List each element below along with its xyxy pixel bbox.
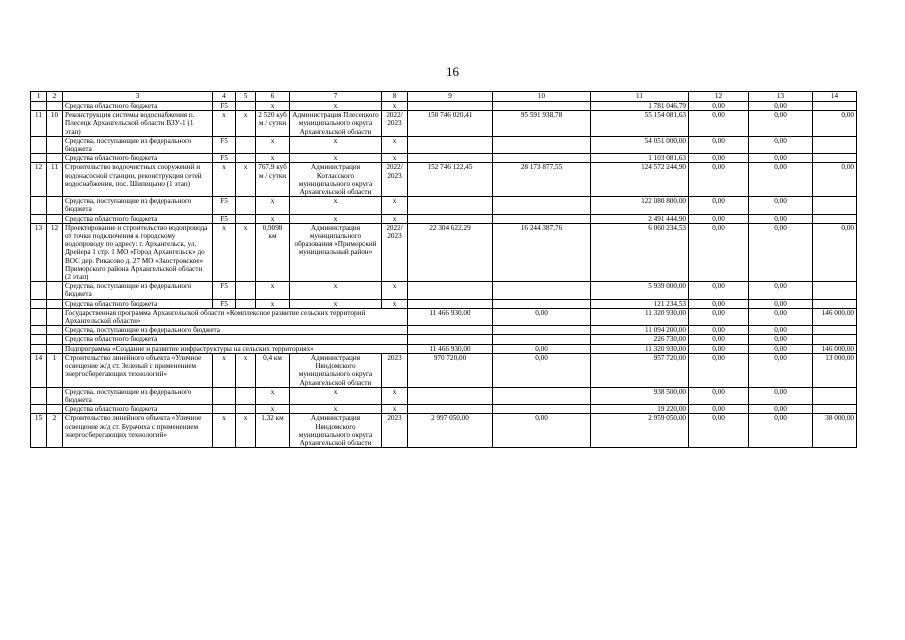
executor-cell: x bbox=[290, 299, 382, 308]
extra-amount: 0,00 bbox=[813, 111, 857, 137]
extra-amount: 0,00 bbox=[813, 163, 857, 197]
total-amount bbox=[408, 197, 493, 214]
period-cell: x bbox=[382, 197, 408, 214]
federal-amount bbox=[493, 214, 591, 223]
total-amount: 970 720,00 bbox=[408, 353, 493, 387]
funding-source-name: Средства областного бюджета bbox=[63, 405, 213, 414]
program-row bbox=[31, 335, 857, 344]
extra-amount bbox=[813, 154, 857, 163]
executor-cell: x bbox=[290, 214, 382, 223]
period-cell: x bbox=[382, 102, 408, 111]
local-amount: 0,00 bbox=[689, 154, 749, 163]
code-cell: F5 bbox=[213, 154, 236, 163]
funding-source-row bbox=[31, 405, 857, 414]
other-amount: 0,00 bbox=[749, 405, 813, 414]
executor-cell: x bbox=[290, 282, 382, 299]
federal-amount bbox=[493, 282, 591, 299]
other-amount: 0,00 bbox=[749, 414, 813, 448]
empty-cell bbox=[31, 299, 47, 308]
other-amount: 0,00 bbox=[749, 299, 813, 308]
column-number: 11 bbox=[591, 92, 689, 102]
budget-table bbox=[30, 91, 857, 448]
federal-amount bbox=[493, 102, 591, 111]
code-cell: F5 bbox=[213, 282, 236, 299]
regional-amount: 1 781 046,79 bbox=[591, 102, 689, 111]
funding-source-row bbox=[31, 282, 857, 299]
code-cell: F5 bbox=[213, 102, 236, 111]
program-name: Средства областного бюджета bbox=[63, 335, 408, 344]
code-cell: x bbox=[213, 111, 236, 137]
executor-cell: x bbox=[290, 102, 382, 111]
executor-cell: Администрация Няндомского муниципального округа Архангельской области bbox=[290, 414, 382, 448]
regional-amount: 1 103 081,63 bbox=[591, 154, 689, 163]
row-number: 11 bbox=[31, 111, 47, 137]
executor-cell: x bbox=[290, 405, 382, 414]
regional-amount: 957 720,00 bbox=[591, 353, 689, 387]
sub-number: 2 bbox=[47, 414, 63, 448]
capacity-cell: x bbox=[256, 154, 290, 163]
other-amount: 0,00 bbox=[749, 111, 813, 137]
funding-source-row bbox=[31, 136, 857, 153]
period-cell: x bbox=[382, 299, 408, 308]
total-amount: 2 997 050,00 bbox=[408, 414, 493, 448]
total-amount bbox=[408, 326, 493, 335]
object-row bbox=[31, 353, 857, 387]
extra-amount: 38 000,00 bbox=[813, 414, 857, 448]
federal-amount bbox=[493, 335, 591, 344]
total-amount: 11 466 930,00 bbox=[408, 344, 493, 353]
empty-cell bbox=[31, 405, 47, 414]
local-amount: 0,00 bbox=[689, 308, 749, 325]
empty-cell bbox=[47, 335, 63, 344]
empty-cell bbox=[47, 405, 63, 414]
cell-5: x bbox=[236, 111, 256, 137]
cell-5: x bbox=[236, 414, 256, 448]
regional-amount: 5 939 000,00 bbox=[591, 282, 689, 299]
funding-source-name: Средства, поступающие из федерального бюджета bbox=[63, 136, 213, 153]
extra-amount bbox=[813, 282, 857, 299]
executor-cell: Администрация муниципального образования «Приморский муниципальный район» bbox=[290, 223, 382, 281]
extra-amount bbox=[813, 326, 857, 335]
capacity-cell: x bbox=[256, 387, 290, 404]
empty-cell bbox=[31, 308, 47, 325]
column-number: 12 bbox=[689, 92, 749, 102]
regional-amount: 19 220,00 bbox=[591, 405, 689, 414]
empty-cell bbox=[236, 197, 256, 214]
extra-amount: 146 000,00 bbox=[813, 308, 857, 325]
federal-amount bbox=[493, 154, 591, 163]
executor-cell: x bbox=[290, 387, 382, 404]
empty-cell bbox=[236, 299, 256, 308]
capacity-cell: x bbox=[256, 299, 290, 308]
empty-cell bbox=[31, 197, 47, 214]
column-number: 8 bbox=[382, 92, 408, 102]
column-number: 14 bbox=[813, 92, 857, 102]
other-amount: 0,00 bbox=[749, 326, 813, 335]
regional-amount: 226 730,00 bbox=[591, 335, 689, 344]
local-amount: 0,00 bbox=[689, 282, 749, 299]
empty-cell bbox=[47, 299, 63, 308]
object-name: Реконструкция системы водоснабжения п. Плесецк Архангельской области ВЗУ-1 (1 этап) bbox=[63, 111, 213, 137]
federal-amount: 28 173 877,55 bbox=[493, 163, 591, 197]
regional-amount: 121 234,53 bbox=[591, 299, 689, 308]
funding-source-name: Средства областного бюджета bbox=[63, 102, 213, 111]
program-name: Подпрограмма «Создание и развитие инфраструктуры на сельских территориях» bbox=[63, 344, 408, 353]
empty-cell bbox=[31, 326, 47, 335]
local-amount: 0,00 bbox=[689, 344, 749, 353]
extra-amount: 0,00 bbox=[813, 223, 857, 281]
column-number: 1 bbox=[31, 92, 47, 102]
empty-cell bbox=[236, 154, 256, 163]
column-number: 2 bbox=[47, 92, 63, 102]
sub-number: 12 bbox=[47, 223, 63, 281]
empty-cell bbox=[31, 282, 47, 299]
sub-number: 11 bbox=[47, 163, 63, 197]
executor-cell: Администрация Няндомского муниципального округа Архангельской области bbox=[290, 353, 382, 387]
object-name: Строительство линейного объекта «Уличное освещение ж/д ст. Бурачиха с применением энергосберегающих технологий» bbox=[63, 414, 213, 448]
empty-cell bbox=[47, 214, 63, 223]
federal-amount: 0,00 bbox=[493, 353, 591, 387]
regional-amount: 54 051 000,00 bbox=[591, 136, 689, 153]
column-number: 6 bbox=[256, 92, 290, 102]
funding-source-row bbox=[31, 387, 857, 404]
row-number: 14 bbox=[31, 353, 47, 387]
local-amount: 0,00 bbox=[689, 405, 749, 414]
federal-amount bbox=[493, 197, 591, 214]
funding-source-name: Средства, поступающие из федерального бюджета bbox=[63, 387, 213, 404]
total-amount: 22 304 622,29 bbox=[408, 223, 493, 281]
sub-number: 1 bbox=[47, 353, 63, 387]
total-amount bbox=[408, 282, 493, 299]
sub-number: 10 bbox=[47, 111, 63, 137]
period-cell: 2022/ 2023 bbox=[382, 163, 408, 197]
program-row bbox=[31, 326, 857, 335]
local-amount: 0,00 bbox=[689, 163, 749, 197]
local-amount: 0,00 bbox=[689, 197, 749, 214]
code-cell: F5 bbox=[213, 136, 236, 153]
period-cell: 2022/ 2023 bbox=[382, 223, 408, 281]
total-amount bbox=[408, 154, 493, 163]
total-amount bbox=[408, 136, 493, 153]
federal-amount bbox=[493, 326, 591, 335]
column-number: 5 bbox=[236, 92, 256, 102]
period-cell: x bbox=[382, 136, 408, 153]
period-cell: x bbox=[382, 387, 408, 404]
local-amount: 0,00 bbox=[689, 223, 749, 281]
regional-amount: 11 320 930,00 bbox=[591, 344, 689, 353]
funding-source-name: Средства областного бюджета bbox=[63, 154, 213, 163]
other-amount: 0,00 bbox=[749, 353, 813, 387]
capacity-cell: x bbox=[256, 214, 290, 223]
code-cell bbox=[213, 387, 236, 404]
object-name: Строительство водоочистных сооружений и водонасосной станции, реконструкция сетей водоснабжения, пос. Шипицыно (1 этап) bbox=[63, 163, 213, 197]
funding-source-row bbox=[31, 154, 857, 163]
other-amount: 0,00 bbox=[749, 136, 813, 153]
other-amount: 0,00 bbox=[749, 154, 813, 163]
capacity-cell: x bbox=[256, 282, 290, 299]
local-amount: 0,00 bbox=[689, 111, 749, 137]
object-name: Проектирование и строительство водопровода от точки подключения к городскому водопроводу по адресу: г. Архангельск, ул. Дрейера 1 стр. 1 МО «Город Архангельск» до ВОС дер. Рикасово д. 27 МО «Заостровское» Приморского района Архангельской области (2 этап) bbox=[63, 223, 213, 281]
other-amount: 0,00 bbox=[749, 163, 813, 197]
code-cell bbox=[213, 405, 236, 414]
cell-5: x bbox=[236, 163, 256, 197]
code-cell: x bbox=[213, 353, 236, 387]
executor-cell: Администрация Плесецкого муниципального округа Архангельской области bbox=[290, 111, 382, 137]
other-amount: 0,00 bbox=[749, 282, 813, 299]
regional-amount: 122 080 800,00 bbox=[591, 197, 689, 214]
capacity-cell: x bbox=[256, 197, 290, 214]
total-amount bbox=[408, 299, 493, 308]
capacity-cell: x bbox=[256, 405, 290, 414]
total-amount: 152 746 122,45 bbox=[408, 163, 493, 197]
local-amount: 0,00 bbox=[689, 414, 749, 448]
program-name: Средства, поступающие из федерального бюджета bbox=[63, 326, 408, 335]
federal-amount: 95 591 938,78 bbox=[493, 111, 591, 137]
empty-cell bbox=[47, 282, 63, 299]
code-cell: F5 bbox=[213, 299, 236, 308]
code-cell: x bbox=[213, 163, 236, 197]
period-cell: 2023 bbox=[382, 414, 408, 448]
empty-cell bbox=[31, 387, 47, 404]
funding-source-name: Средства областного бюджета bbox=[63, 214, 213, 223]
code-cell: F5 bbox=[213, 197, 236, 214]
local-amount: 0,00 bbox=[689, 299, 749, 308]
column-number: 13 bbox=[749, 92, 813, 102]
capacity-cell: x bbox=[256, 102, 290, 111]
regional-amount: 11 320 930,00 bbox=[591, 308, 689, 325]
funding-source-row bbox=[31, 299, 857, 308]
federal-amount: 0,00 bbox=[493, 308, 591, 325]
empty-cell bbox=[31, 102, 47, 111]
object-row bbox=[31, 223, 857, 281]
empty-cell bbox=[47, 387, 63, 404]
total-amount: 11 466 930,00 bbox=[408, 308, 493, 325]
column-number: 10 bbox=[493, 92, 591, 102]
code-cell: x bbox=[213, 223, 236, 281]
total-amount: 150 746 020,41 bbox=[408, 111, 493, 137]
empty-cell bbox=[236, 214, 256, 223]
funding-source-row bbox=[31, 102, 857, 111]
federal-amount: 0,00 bbox=[493, 414, 591, 448]
object-name: Строительство линейного объекта «Уличное освещение ж/д ст. Зеленый с применением энергосберегающих технологий» bbox=[63, 353, 213, 387]
funding-source-row bbox=[31, 197, 857, 214]
capacity-cell: 0,9098 км bbox=[256, 223, 290, 281]
object-row bbox=[31, 414, 857, 448]
other-amount: 0,00 bbox=[749, 214, 813, 223]
total-amount bbox=[408, 214, 493, 223]
federal-amount bbox=[493, 136, 591, 153]
federal-amount bbox=[493, 299, 591, 308]
extra-amount: 146 000,00 bbox=[813, 344, 857, 353]
column-number: 3 bbox=[63, 92, 213, 102]
column-number: 7 bbox=[290, 92, 382, 102]
federal-amount bbox=[493, 387, 591, 404]
executor-cell: x bbox=[290, 154, 382, 163]
executor-cell: x bbox=[290, 136, 382, 153]
executor-cell: x bbox=[290, 197, 382, 214]
empty-cell bbox=[47, 102, 63, 111]
extra-amount: 13 000,00 bbox=[813, 353, 857, 387]
code-cell: x bbox=[213, 414, 236, 448]
total-amount bbox=[408, 335, 493, 344]
capacity-cell: 0,4 км bbox=[256, 353, 290, 387]
extra-amount bbox=[813, 335, 857, 344]
federal-amount: 0,00 bbox=[493, 344, 591, 353]
object-row bbox=[31, 163, 857, 197]
regional-amount: 124 572 244,90 bbox=[591, 163, 689, 197]
row-number: 12 bbox=[31, 163, 47, 197]
extra-amount bbox=[813, 387, 857, 404]
local-amount: 0,00 bbox=[689, 353, 749, 387]
funding-source-name: Средства, поступающие из федерального бюджета bbox=[63, 282, 213, 299]
empty-cell bbox=[236, 405, 256, 414]
local-amount: 0,00 bbox=[689, 136, 749, 153]
row-number: 15 bbox=[31, 414, 47, 448]
empty-cell bbox=[236, 102, 256, 111]
other-amount: 0,00 bbox=[749, 387, 813, 404]
empty-cell bbox=[47, 136, 63, 153]
regional-amount: 938 500,00 bbox=[591, 387, 689, 404]
extra-amount bbox=[813, 214, 857, 223]
extra-amount bbox=[813, 405, 857, 414]
column-number-row bbox=[31, 92, 857, 102]
local-amount: 0,00 bbox=[689, 102, 749, 111]
local-amount: 0,00 bbox=[689, 387, 749, 404]
other-amount: 0,00 bbox=[749, 197, 813, 214]
empty-cell bbox=[31, 335, 47, 344]
column-number: 4 bbox=[213, 92, 236, 102]
capacity-cell: 1,32 км bbox=[256, 414, 290, 448]
local-amount: 0,00 bbox=[689, 214, 749, 223]
code-cell: F5 bbox=[213, 214, 236, 223]
other-amount: 0,00 bbox=[749, 308, 813, 325]
period-cell: 2022/ 2023 bbox=[382, 111, 408, 137]
period-cell: 2023 bbox=[382, 353, 408, 387]
empty-cell bbox=[236, 387, 256, 404]
column-number: 9 bbox=[408, 92, 493, 102]
cell-5: x bbox=[236, 223, 256, 281]
page-number: 16 bbox=[446, 64, 459, 79]
cell-5: x bbox=[236, 353, 256, 387]
federal-amount: 16 244 387,76 bbox=[493, 223, 591, 281]
local-amount: 0,00 bbox=[689, 326, 749, 335]
program-name: Государственная программа Архангельской области «Комплексное развитие сельских территорий Архангельской области» bbox=[63, 308, 408, 325]
funding-source-name: Средства, поступающие из федерального бюджета bbox=[63, 197, 213, 214]
regional-amount: 6 060 234,53 bbox=[591, 223, 689, 281]
period-cell: x bbox=[382, 282, 408, 299]
empty-cell bbox=[31, 154, 47, 163]
total-amount bbox=[408, 387, 493, 404]
total-amount bbox=[408, 405, 493, 414]
empty-cell bbox=[47, 344, 63, 353]
program-row bbox=[31, 344, 857, 353]
funding-source-row bbox=[31, 214, 857, 223]
other-amount: 0,00 bbox=[749, 102, 813, 111]
other-amount: 0,00 bbox=[749, 335, 813, 344]
total-amount bbox=[408, 102, 493, 111]
program-row bbox=[31, 308, 857, 325]
extra-amount bbox=[813, 102, 857, 111]
row-number: 13 bbox=[31, 223, 47, 281]
object-row bbox=[31, 111, 857, 137]
regional-amount: 2 491 444,90 bbox=[591, 214, 689, 223]
empty-cell bbox=[31, 344, 47, 353]
empty-cell bbox=[31, 136, 47, 153]
empty-cell bbox=[47, 197, 63, 214]
period-cell: x bbox=[382, 214, 408, 223]
federal-amount bbox=[493, 405, 591, 414]
empty-cell bbox=[236, 282, 256, 299]
capacity-cell: 767,9 куб м / сутки bbox=[256, 163, 290, 197]
other-amount: 0,00 bbox=[749, 344, 813, 353]
funding-source-name: Средства областного бюджета bbox=[63, 299, 213, 308]
extra-amount bbox=[813, 197, 857, 214]
period-cell: x bbox=[382, 405, 408, 414]
extra-amount bbox=[813, 299, 857, 308]
empty-cell bbox=[47, 326, 63, 335]
empty-cell bbox=[47, 308, 63, 325]
empty-cell bbox=[47, 154, 63, 163]
executor-cell: Администрация Котласского муниципального округа Архангельской области bbox=[290, 163, 382, 197]
regional-amount: 2 959 050,00 bbox=[591, 414, 689, 448]
other-amount: 0,00 bbox=[749, 223, 813, 281]
empty-cell bbox=[236, 136, 256, 153]
period-cell: x bbox=[382, 154, 408, 163]
empty-cell bbox=[31, 214, 47, 223]
local-amount: 0,00 bbox=[689, 335, 749, 344]
capacity-cell: x bbox=[256, 136, 290, 153]
extra-amount bbox=[813, 136, 857, 153]
regional-amount: 55 154 081,63 bbox=[591, 111, 689, 137]
regional-amount: 11 094 200,00 bbox=[591, 326, 689, 335]
capacity-cell: 2 520 куб м / сутки bbox=[256, 111, 290, 137]
